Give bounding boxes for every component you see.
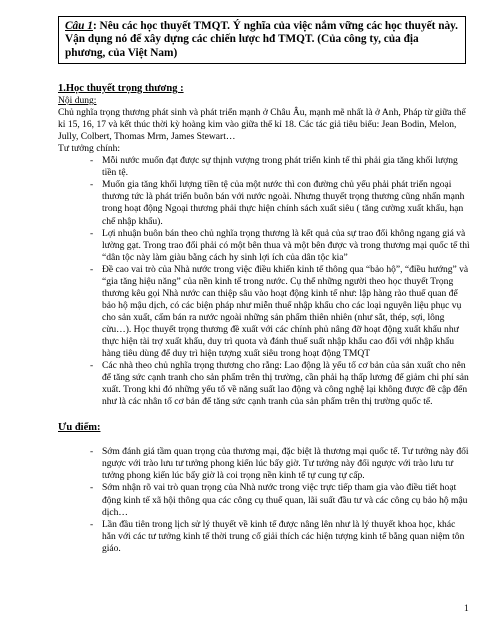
advantages-heading: Ưu điểm: <box>58 422 101 434</box>
question-label: Câu 1 <box>65 20 93 32</box>
list-item: - Các nhà theo chủ nghĩa trọng thương cho rằng: Lao động là yếu tố cơ bản của sản xuất cho nên để tăng sức cạnh tranh cho sản phẩm trên thị trường, cần phải hạ thấp lương để giảm chi phí sản xuất. Trong khi đó những yếu tố về năng suất lao động và công nghệ lại không được đề cập đến như là các nhân tố cơ bản để tăng sức cạnh tranh của sản phẩm trên thị trường quốc tế. <box>58 360 470 408</box>
list-item: - Muốn gia tăng khối lượng tiền tệ của một nước thì con đường chủ yếu phải phát triển ngoại thương tức là phát triển buôn bán với nước ngoài. Nhưng thuyết trọng thương cũng nhấn mạnh trong hoạt động Ngoại thương phải thực hiện chính sách xuất siêu ( tăng cường xuất khẩu, hạn chế nhập khẩu). <box>58 179 470 227</box>
list-item: - Sớm nhận rõ vai trò quan trọng của Nhà nước trong việc trực tiếp tham gia vào điều tiết hoạt động kinh tế xã hội thông qua các công cụ thuế quan, lãi suất đầu tư và các công cụ bảo hộ mậu dịch… <box>58 482 470 518</box>
document-body <box>58 83 470 555</box>
intro-paragraph: Chủ nghĩa trọng thương phát sinh và phát triển mạnh ở Châu Âu, mạnh mẽ nhất là ở Anh, Pháp từ giữa thế kỉ 15, 16, 17 và kết thúc thời kỳ hoàng kim vào giữa thế kỉ 18. Các tác giả tiêu biểu: Jean Bodin, Melon, Jully, Colbert, Thomas Mrm, James Stewart… <box>58 107 466 143</box>
list-item: - Sớm đánh giá tầm quan trọng của thương mại, đặc biệt là thương mại quốc tế. Tư tưởng này đối ngược với trào lưu tư tưởng phong kiến lúc bấy giờ. Tư tưởng này đối ngược với trào lưu tư tưởng phong kiến lúc bấy giờ là coi trọng nền kinh tế tự cung tự cấp. <box>58 446 470 482</box>
main-thought-label: Tư tưởng chính: <box>58 143 121 155</box>
question-box <box>58 16 466 64</box>
section-heading: 1.Học thuyết trọng thương : <box>58 83 184 94</box>
list-item: - Mỗi nước muốn đạt được sự thịnh vượng trong phát triển kinh tế thì phải gia tăng khối lượng tiền tệ. <box>58 155 470 179</box>
main-thought-list <box>58 155 470 408</box>
content-label: Nội dung: <box>58 95 97 107</box>
question-text: : Nêu các học thuyết TMQT. Ý nghĩa của việc nắm vững các học thuyết này. Vận dụng nó để xây dựng các chiến lược hđ TMQT. (Của công ty, của địa phương, của Việt Nam) <box>65 20 458 59</box>
list-item: - Lần đầu tiên trong lịch sử lý thuyết về kinh tế được nâng lên như là lý thuyết khoa học, khác hẳn với các tư tưởng kinh tế thời trung cổ giải thích các hiện tượng kinh tế bằng quan niệm tôn giáo. <box>58 519 470 555</box>
page-number: 1 <box>464 604 469 614</box>
advantages-list <box>58 446 470 554</box>
list-item: - Đề cao vai trò của Nhà nước trong việc điều khiển kinh tế thông qua “bảo hộ”, “điều hướng” và “gia tăng hiệu năng” của nền kinh tế trong nước. Cụ thể những người theo học thuyết Trọng thương kêu gọi Nhà nước can thiệp sâu vào hoạt động kinh tế như: lập hàng rào thuế quan để bảo hộ mậu dịch, có các biện pháp như miễn thuế nhập khẩu cho các loại nguyên liệu phục vụ cho sản xuất, cấm bán ra nước ngoài những sản phẩm thiên nhiên (như sắt, thép, sợi, lông cừu…). Học thuyết trọng thương đề xuất với các chính phủ nâng đỡ hoạt động xuất khẩu như thực hiện tài trợ xuất khẩu, duy trì quota và đánh thuế suất nhập khẩu cao đối với nhập khẩu hàng tiêu dùng để duy trì hiện tượng xuất siêu trong hoạt động TMQT <box>58 264 470 360</box>
list-item: - Lợi nhuận buôn bán theo chủ nghĩa trọng thương là kết quả của sự trao đổi không ngang giá và lường gạt. Trong trao đổi phải có một bên thua và một bên được và trong thương mại quốc tế thì “dân tộc này làm giàu bằng cách hy sinh lợi ích của dân tộc kia” <box>58 228 470 264</box>
